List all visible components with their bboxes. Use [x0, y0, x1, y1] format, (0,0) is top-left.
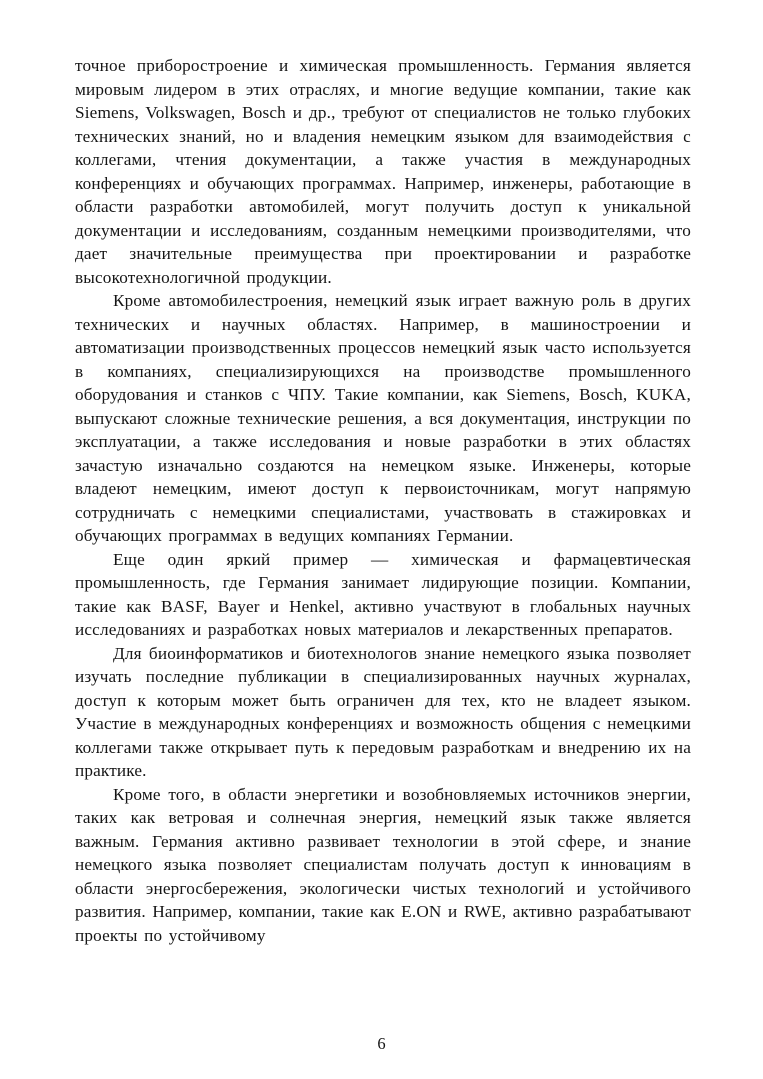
- paragraph: Кроме того, в области энергетики и возобновляемых источников энергии, таких как ветровая и солнечная энергия, немецкий язык также является важным. Германия активно развивает технологии в этой сфере, и знание немецкого языка позволяет специалистам получать доступ к инновациям в области энергосбережения, экологически чистых технологий и устойчивого развития. Например, компании, такие как E.ON и RWE, активно разрабатывают проекты по устойчивому: [75, 784, 691, 945]
- paragraph: Для биоинформатиков и биотехнологов знание немецкого языка позволяет изучать последние публикации в специализированных научных журналах, доступ к которым может быть ограничен для тех, кто не владеет языком. Участие в международных конференциях и возможность общения с немецкими коллегами также открывает путь к передовым разработкам и внедрению их на практике.: [75, 643, 691, 780]
- page-text-block: [75, 54, 691, 947]
- paragraph: Кроме автомобилестроения, немецкий язык играет важную роль в других технических и научных областях. Например, в машиностроении и автоматизации производственных процессов немецкий язык часто используется в компаниях, специализирующихся на производстве промышленного оборудования и станков с ЧПУ. Такие компании, как Siemens, Bosch, KUKA, выпускают сложные технические решения, а вся документация, инструкции по эксплуатации, а также исследования и новые разработки в этих областях зачастую изначально создаются на немецком языке. Инженеры, которые владеют немецким, имеют доступ к первоисточникам, могут напрямую сотрудничать с немецкими специалистами, участвовать в стажировках и обучающих программах в ведущих компаниях Германии.: [75, 291, 691, 545]
- paragraph-continuation: точное приборостроение и химическая промышленность. Германия является мировым лидером в этих отраслях, и многие ведущие компании, такие как Siemens, Volkswagen, Bosch и др., требуют от специалистов не только глубоких технических знаний, но и владения немецким языком для взаимодействия с коллегами, чтения документации, а также участия в международных конференциях и обучающих программах. Например, инженеры, работающие в области разработки автомобилей, могут получить доступ к уникальной документации и исследованиям, созданным немецкими производителями, что дает значительные преимущества при проектировании и разработке высокотехнологичной продукции.: [75, 56, 691, 287]
- paragraph: Еще один яркий пример — химическая и фармацевтическая промышленность, где Германия занимает лидирующие позиции. Компании, такие как BASF, Bayer и Henkel, активно участвуют в глобальных научных исследованиях и разработках новых материалов и лекарственных препаратов.: [75, 549, 691, 639]
- page-number: 6: [377, 1034, 386, 1053]
